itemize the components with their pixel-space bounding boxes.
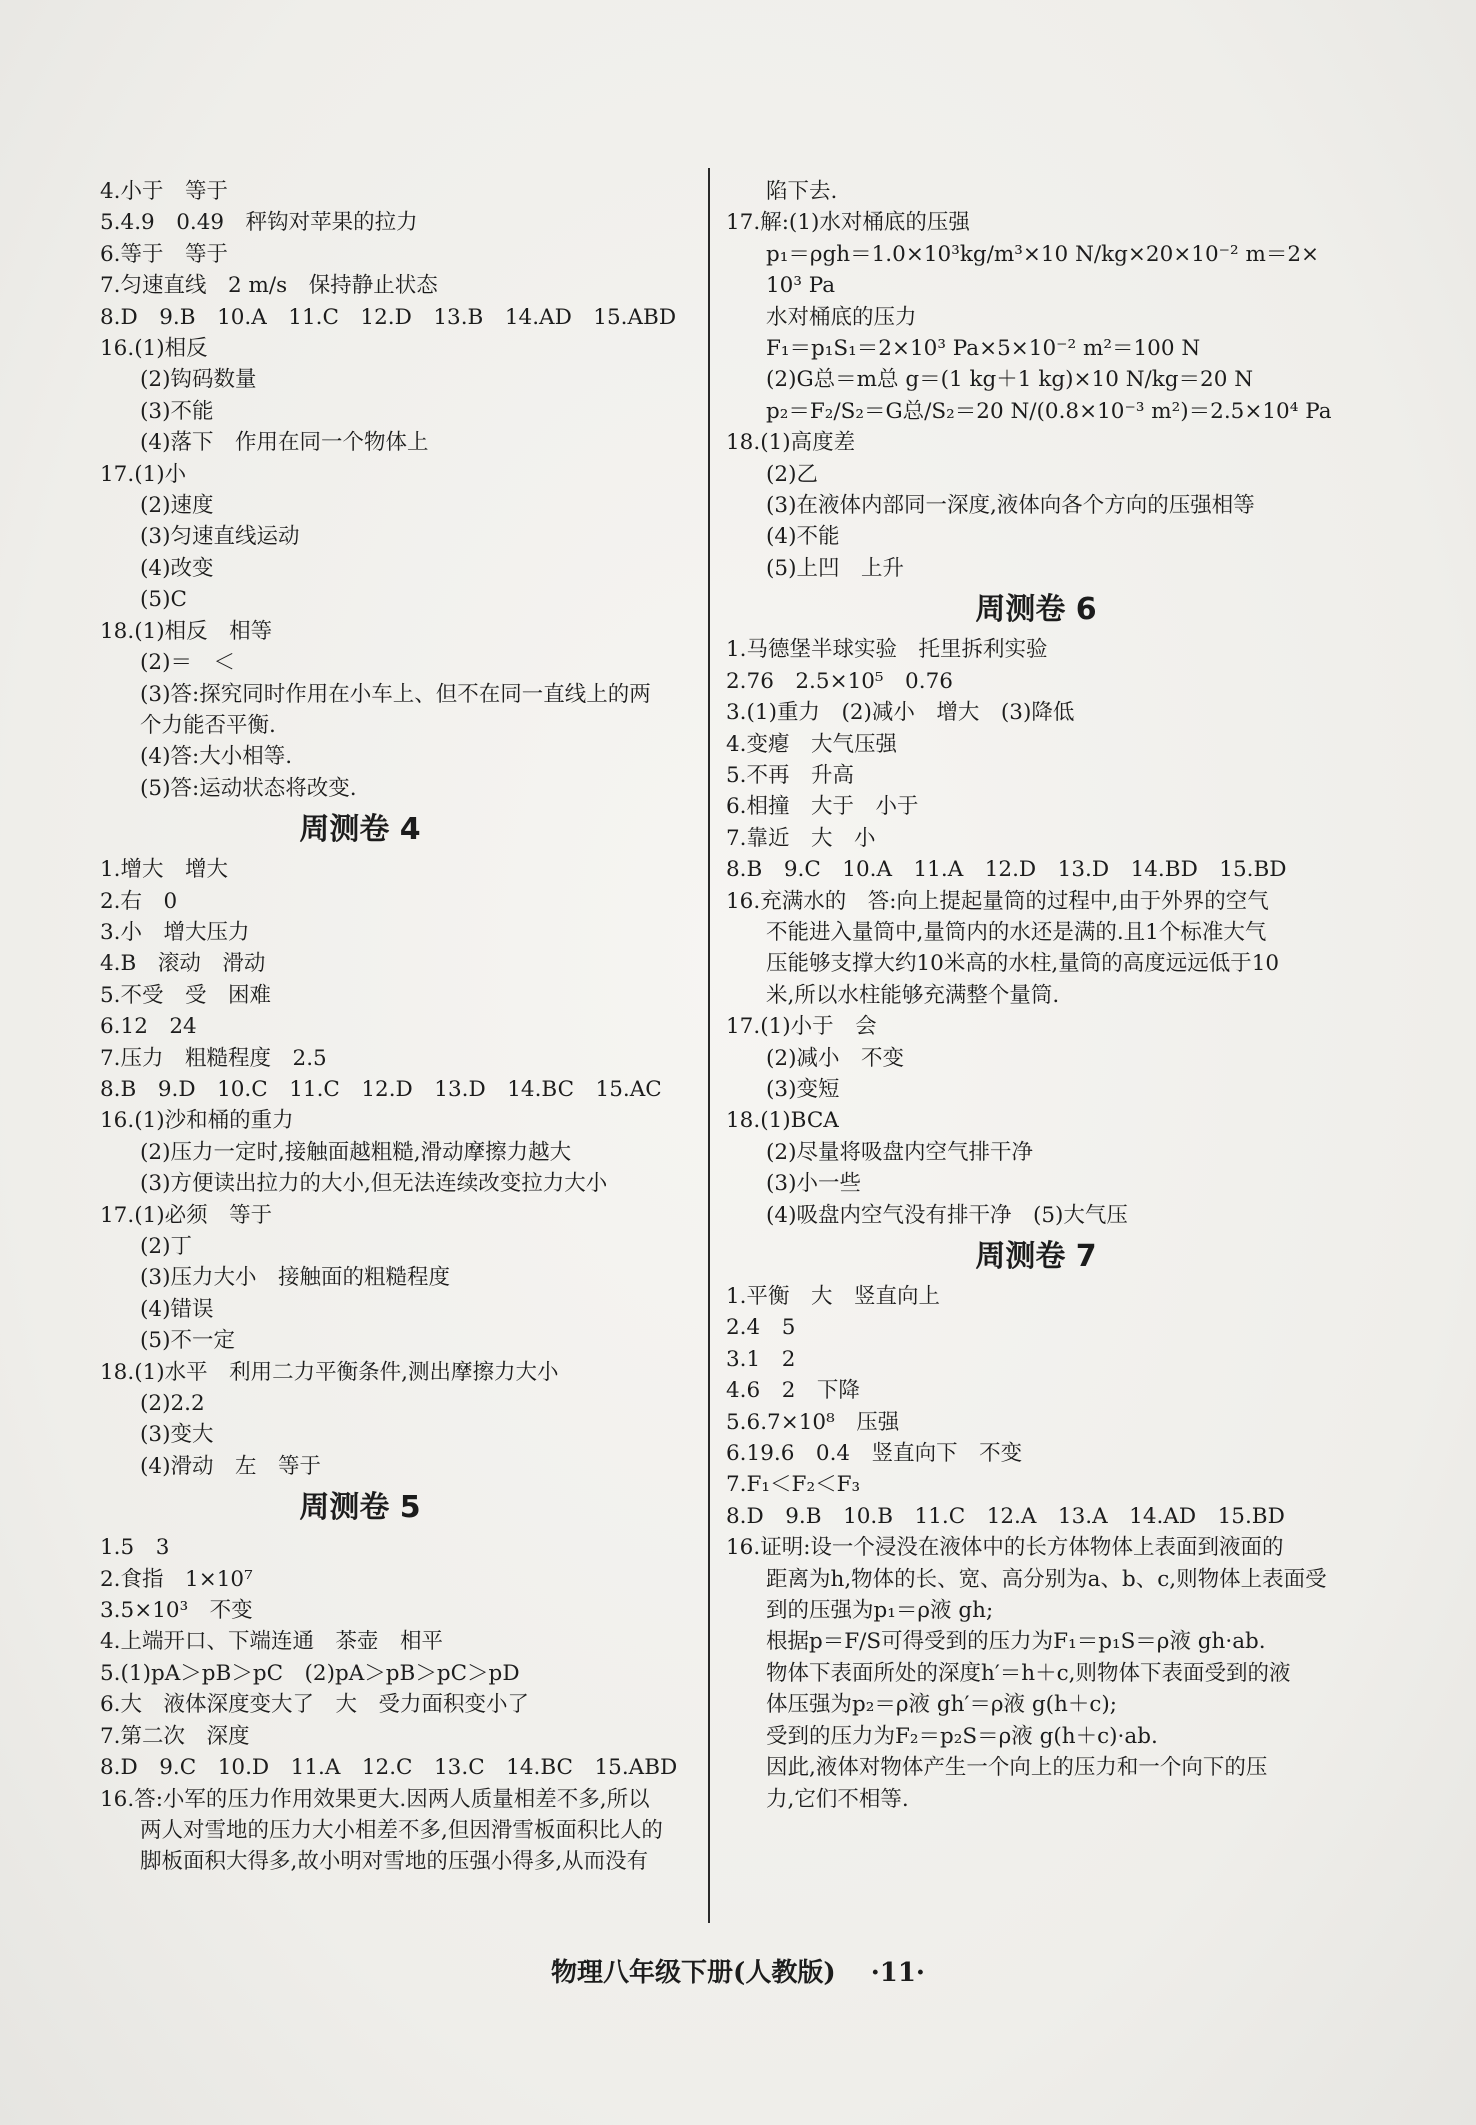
page-footer (0, 1952, 1476, 1989)
answer-line-indented: 水对桶底的压力 (766, 304, 917, 330)
answer-line: 8.D 9.B 10.A 11.C 12.D 13.B 14.AD 15.ABD (100, 304, 677, 330)
answer-line: 4.上端开口、下端连通 茶壶 相平 (100, 1629, 444, 1655)
answer-line: 6.19.6 0.4 竖直向下 不变 (726, 1441, 1023, 1467)
answer-line: 2.右 0 (100, 888, 178, 914)
section-heading: 周测卷 4 (299, 812, 421, 848)
answer-line: 17.(1)小 (100, 461, 187, 487)
answer-line-indented: (3)压力大小 接触面的粗糙程度 (140, 1265, 450, 1291)
answer-line-indented: (2)压力一定时,接触面越粗糙,滑动摩擦力越大 (140, 1139, 572, 1165)
answer-line: 18.(1)水平 利用二力平衡条件,测出摩擦力大小 (100, 1359, 559, 1385)
answer-line: 16.充满水的 答:向上提起量筒的过程中,由于外界的空气 (726, 888, 1269, 914)
answer-line: 3.5×10³ 不变 (100, 1598, 253, 1624)
answer-line-indented: 个力能否平衡. (140, 712, 276, 738)
answer-line: 7.靠近 大 小 (726, 825, 876, 851)
answer-line: 1.5 3 (100, 1535, 170, 1561)
answer-line-indented: (2)减小 不变 (766, 1045, 904, 1071)
answer-line-indented: (5)C (140, 587, 187, 613)
answer-line: 6.12 24 (100, 1014, 197, 1040)
answer-line: 16.(1)相反 (100, 336, 208, 362)
answer-line: 4.小于 等于 (100, 179, 229, 204)
answer-line: 3.(1)重力 (2)减小 增大 (3)降低 (726, 700, 1075, 726)
answer-line-indented: 因此,液体对物体产生一个向上的压力和一个向下的压 (766, 1755, 1268, 1781)
right-column (726, 176, 1346, 1815)
answer-line-indented: (5)不一定 (140, 1328, 235, 1354)
answer-line-indented: (5)答:运动状态将改变. (140, 775, 357, 801)
answer-line: 2.76 2.5×10⁵ 0.76 (726, 668, 953, 694)
answer-line: 17.解:(1)水对桶底的压强 (726, 210, 970, 236)
answer-line-indented: (4)错误 (140, 1296, 214, 1322)
answer-line-indented: (5)上凹 上升 (766, 555, 904, 581)
answer-line-indented: (3)变短 (766, 1076, 840, 1102)
answer-line: 5.6.7×10⁸ 压强 (726, 1409, 900, 1435)
answer-line: 4.6 2 下降 (726, 1378, 860, 1404)
answer-line-indented: 米,所以水柱能够充满整个量筒. (766, 982, 1060, 1008)
section-heading: 周测卷 5 (299, 1490, 421, 1526)
answer-line-indented: (3)匀速直线运动 (140, 524, 300, 550)
answer-line: 5.(1)pA＞pB＞pC (2)pA＞pB＞pC＞pD (100, 1660, 520, 1686)
answer-line: 8.B 9.C 10.A 11.A 12.D 13.D 14.BD 15.BD (726, 857, 1287, 883)
section-heading: 周测卷 7 (975, 1239, 1097, 1274)
answer-line-indented: (2)钩码数量 (140, 367, 257, 393)
answer-line: 18.(1)BCA (726, 1108, 839, 1134)
answer-line: 1.平衡 大 竖直向上 (726, 1284, 941, 1309)
answer-line: 7.第二次 深度 (100, 1723, 250, 1749)
answer-line: 8.B 9.D 10.C 11.C 12.D 13.D 14.BC 15.AC (100, 1076, 662, 1102)
answer-line-indented: (2)尽量将吸盘内空气排干净 (766, 1139, 1033, 1165)
answer-line: 8.D 9.C 10.D 11.A 12.C 13.C 14.BC 15.ABD (100, 1755, 678, 1781)
answer-line-indented: p₂＝F₂/S₂＝G总/S₂＝20 N/(0.8×10⁻³ m²)＝2.5×10⁴ Pa (766, 398, 1332, 424)
answer-line: 17.(1)小于 会 (726, 1014, 877, 1040)
answer-line-indented: (2)丁 (140, 1234, 192, 1259)
answer-line-indented: 脚板面积大得多,故小明对雪地的压强小得多,从而没有 (140, 1849, 649, 1875)
answer-line: 6.大 液体深度变大了 大 受力面积变小了 (100, 1692, 530, 1718)
page-number: ·11· (870, 1958, 925, 1988)
answer-line: 18.(1)相反 相等 (100, 618, 273, 644)
answer-line: 16.答:小军的压力作用效果更大.因两人质量相差不多,所以 (100, 1786, 650, 1812)
answer-line: 3.1 2 (726, 1346, 796, 1372)
answer-line-indented: (4)滑动 左 等于 (140, 1453, 321, 1479)
answer-line: 4.变瘪 大气压强 (726, 731, 898, 757)
answer-line-indented: 到的压强为p₁＝ρ液 gh; (766, 1598, 994, 1624)
left-column (100, 176, 700, 1878)
answer-line: 1.增大 增大 (100, 857, 229, 883)
answer-line-indented: p₁＝ρgh＝1.0×10³kg/m³×10 N/kg×20×10⁻² m＝2× (766, 241, 1320, 267)
answer-line: 18.(1)高度差 (726, 430, 856, 456)
answer-line-indented: 受到的压力为F₂＝p₂S＝ρ液 g(h＋c)·ab. (766, 1723, 1158, 1749)
answer-line-indented: 不能进入量筒中,量筒内的水还是满的.且1个标准大气 (766, 919, 1267, 945)
answer-line: 2.4 5 (726, 1315, 796, 1341)
answer-line: 8.D 9.B 10.B 11.C 12.A 13.A 14.AD 15.BD (726, 1503, 1285, 1529)
answer-line: 6.等于 等于 (100, 241, 229, 267)
answer-line: 7.F₁＜F₂＜F₃ (726, 1472, 861, 1498)
answer-line: 5.不受 受 困难 (100, 982, 272, 1008)
answer-line: 5.不再 升高 (726, 762, 855, 788)
answer-line-indented: 力,它们不相等. (766, 1786, 909, 1812)
answer-line-indented: 两人对雪地的压力大小相差不多,但因滑雪板面积比人的 (140, 1817, 663, 1843)
answer-line-indented: (3)答:探究同时作用在小车上、但不在同一直线上的两 (140, 681, 651, 707)
answer-line-indented: (2)2.2 (140, 1391, 205, 1417)
answer-line: 6.相撞 大于 小于 (726, 794, 919, 820)
answer-line-indented: (2)G总＝m总 g＝(1 kg＋1 kg)×10 N/kg＝20 N (766, 367, 1254, 393)
answer-line-indented: (3)方便读出拉力的大小,但无法连续改变拉力大小 (140, 1171, 608, 1197)
answer-line-indented: (3)变大 (140, 1422, 214, 1448)
answer-line-indented: 物体下表面所处的深度h′＝h＋c,则物体下表面受到的液 (766, 1660, 1291, 1686)
answer-line: 7.匀速直线 2 m/s 保持静止状态 (100, 273, 438, 299)
answer-line-indented: (2)＝ ＜ (140, 650, 235, 676)
answer-line-indented: (2)速度 (140, 493, 214, 519)
answer-line-indented: 10³ Pa (766, 273, 836, 299)
answer-line-indented: (4)改变 (140, 555, 214, 581)
answer-line-indented: (3)小一些 (766, 1171, 861, 1197)
section-heading: 周测卷 6 (975, 592, 1097, 628)
answer-line: 3.小 增大压力 (100, 919, 250, 945)
answer-line-indented: (4)吸盘内空气没有排干净 (5)大气压 (766, 1202, 1128, 1228)
answer-line: 16.证明:设一个浸没在液体中的长方体物体上表面到液面的 (726, 1535, 1284, 1561)
answer-line-indented: (4)不能 (766, 524, 840, 550)
answer-line: 2.食指 1×10⁷ (100, 1566, 253, 1592)
answer-line-indented: 距离为h,物体的长、宽、高分别为a、b、c,则物体上表面受 (766, 1566, 1327, 1592)
answer-line: 7.压力 粗糙程度 2.5 (100, 1045, 327, 1071)
answer-line: 5.4.9 0.49 秤钩对苹果的拉力 (100, 210, 418, 236)
answer-line-indented: F₁＝p₁S₁＝2×10³ Pa×5×10⁻² m²＝100 N (766, 336, 1201, 362)
answer-line-indented: (2)乙 (766, 461, 818, 487)
answer-line-indented: 陷下去. (766, 179, 838, 204)
answer-line-indented: 根据p＝F/S可得受到的压力为F₁＝p₁S＝ρ液 gh·ab. (766, 1629, 1266, 1655)
footer-title: 物理八年级下册(人教版) (551, 1958, 836, 1988)
column-divider (708, 168, 710, 1923)
answer-line: 16.(1)沙和桶的重力 (100, 1108, 294, 1134)
answer-line-indented: (4)答:大小相等. (140, 744, 293, 770)
answer-line-indented: 体压强为p₂＝ρ液 gh′＝ρ液 g(h＋c); (766, 1692, 1117, 1718)
answer-line-indented: (3)在液体内部同一深度,液体向各个方向的压强相等 (766, 493, 1255, 519)
answer-line: 1.马德堡半球实验 托里拆利实验 (726, 637, 1048, 663)
answer-line-indented: 压能够支撑大约10米高的水柱,量筒的高度远远低于10 (766, 951, 1280, 977)
answer-line: 17.(1)必须 等于 (100, 1202, 273, 1228)
answer-line: 4.B 滚动 滑动 (100, 951, 266, 977)
answer-line-indented: (4)落下 作用在同一个物体上 (140, 430, 429, 456)
answer-line-indented: (3)不能 (140, 398, 214, 424)
